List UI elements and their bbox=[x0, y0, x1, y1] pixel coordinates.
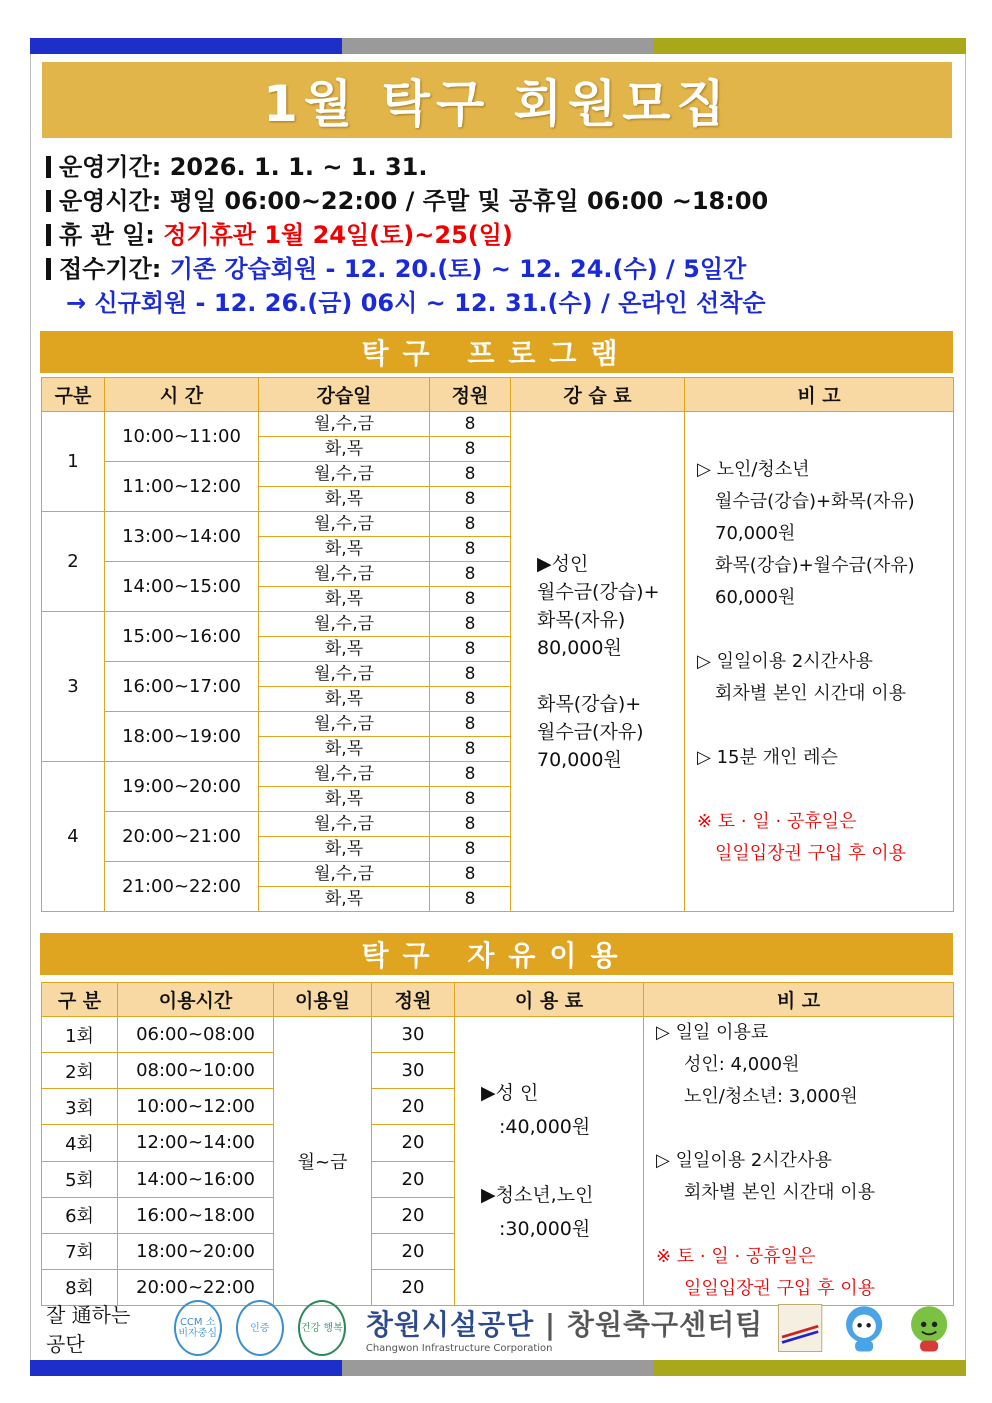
program-note-line: 일일입장권 구입 후 이용 bbox=[715, 842, 907, 864]
free-fee-line: :40,000원 bbox=[499, 1116, 591, 1138]
program-capacity: 8 bbox=[430, 737, 511, 762]
free-session: 6회 bbox=[42, 1197, 118, 1233]
program-fee-line: 화목(강습)+ bbox=[537, 692, 642, 715]
program-day: 월,수,금 bbox=[259, 612, 430, 637]
free-fee-line bbox=[481, 1144, 643, 1178]
corp-english-name: Changwon Infrastructure Corporation bbox=[365, 1342, 553, 1354]
program-time: 16:00~17:00 bbox=[105, 662, 259, 712]
free-time: 14:00~16:00 bbox=[118, 1161, 274, 1197]
free-days: 월~금 bbox=[274, 1017, 372, 1306]
program-group-id: 4 bbox=[42, 762, 105, 912]
program-capacity: 8 bbox=[430, 537, 511, 562]
program-day: 화,목 bbox=[259, 487, 430, 512]
program-capacity: 8 bbox=[430, 512, 511, 537]
hours-label: 운영시간: bbox=[59, 187, 162, 215]
period-value: 2026. 1. 1. ~ 1. 31. bbox=[169, 153, 428, 181]
program-col-header: 시 간 bbox=[105, 378, 259, 412]
free-session: 1회 bbox=[42, 1017, 118, 1053]
free-note-line: 노인/청소년: 3,000원 bbox=[684, 1086, 858, 1107]
service-cert-icon bbox=[773, 1298, 827, 1358]
program-note-line: 60,000원 bbox=[715, 586, 796, 608]
program-day: 월,수,금 bbox=[259, 462, 430, 487]
free-time: 06:00~08:00 bbox=[118, 1017, 274, 1053]
program-day: 화,목 bbox=[259, 887, 430, 912]
info-hours bbox=[46, 184, 946, 218]
program-table bbox=[41, 377, 954, 912]
program-note-line: ※ 토 · 일 · 공휴일은 bbox=[697, 810, 857, 832]
program-capacity: 8 bbox=[430, 787, 511, 812]
program-day: 화,목 bbox=[259, 437, 430, 462]
program-note-line: ▷ 일일이용 2시간사용 bbox=[697, 650, 873, 672]
free-notes bbox=[644, 1017, 954, 1306]
program-time: 14:00~15:00 bbox=[105, 562, 259, 612]
title-banner bbox=[42, 62, 952, 138]
program-heading-text: 탁구 프로그램 bbox=[361, 337, 632, 370]
program-note-line: ▷ 노인/청소년 bbox=[697, 458, 810, 480]
top-color-bar bbox=[30, 38, 966, 54]
program-capacity: 8 bbox=[430, 662, 511, 687]
free-capacity: 20 bbox=[372, 1161, 455, 1197]
free-capacity: 20 bbox=[372, 1233, 455, 1269]
program-note-line: 70,000원 bbox=[715, 522, 796, 544]
program-group-id: 2 bbox=[42, 512, 105, 612]
free-fee-line: ▶청소년,노인 bbox=[481, 1184, 594, 1206]
program-col-header: 구분 bbox=[42, 378, 105, 412]
free-note-line: ▷ 일일이용 2시간사용 bbox=[656, 1150, 832, 1171]
free-note-line: ※ 토 · 일 · 공휴일은 bbox=[656, 1246, 816, 1267]
program-fee-line bbox=[537, 662, 684, 690]
health-logo-icon: 건강 행복 bbox=[298, 1300, 346, 1356]
free-time: 10:00~12:00 bbox=[118, 1089, 274, 1125]
program-note-line: ▷ 15분 개인 레슨 bbox=[697, 746, 838, 768]
program-fee-line: ▶성인 bbox=[537, 552, 589, 575]
program-row bbox=[42, 412, 954, 437]
program-day: 월,수,금 bbox=[259, 862, 430, 887]
program-day: 화,목 bbox=[259, 787, 430, 812]
program-col-header: 정원 bbox=[430, 378, 511, 412]
free-col-header: 정원 bbox=[372, 983, 455, 1017]
free-fee-line: ▶성 인 bbox=[481, 1082, 539, 1104]
corp-separator: | bbox=[544, 1307, 557, 1341]
free-session: 5회 bbox=[42, 1161, 118, 1197]
info-closed bbox=[46, 218, 946, 252]
slogan: 잘 通하는 공단 bbox=[46, 1303, 131, 1356]
program-time: 13:00~14:00 bbox=[105, 512, 259, 562]
program-fee-line: 70,000원 bbox=[537, 748, 622, 771]
free-note-line bbox=[656, 1113, 953, 1145]
free-note-line: 회차별 본인 시간대 이용 bbox=[684, 1182, 876, 1203]
free-fee-line: :30,000원 bbox=[499, 1218, 591, 1240]
free-note-line bbox=[656, 1209, 953, 1241]
free-time: 18:00~20:00 bbox=[118, 1233, 274, 1269]
free-col-header: 이 용 료 bbox=[455, 983, 644, 1017]
program-note-line: 월수금(강습)+화목(자유) bbox=[715, 490, 915, 512]
free-session: 8회 bbox=[42, 1269, 118, 1305]
program-time: 21:00~22:00 bbox=[105, 862, 259, 912]
program-day: 화,목 bbox=[259, 687, 430, 712]
program-fee-line: 화목(자유) bbox=[537, 608, 626, 631]
closed-value: 정기휴관 1월 24일(토)~25(일) bbox=[163, 221, 513, 249]
program-capacity: 8 bbox=[430, 812, 511, 837]
program-day: 월,수,금 bbox=[259, 812, 430, 837]
program-day: 월,수,금 bbox=[259, 712, 430, 737]
free-col-header: 구 분 bbox=[42, 983, 118, 1017]
free-heading bbox=[40, 933, 953, 975]
footer bbox=[46, 1298, 956, 1358]
info-section bbox=[46, 150, 946, 320]
program-note-line: 화목(강습)+월수금(자유) bbox=[715, 554, 915, 576]
program-day: 화,목 bbox=[259, 737, 430, 762]
program-col-header: 강습일 bbox=[259, 378, 430, 412]
free-capacity: 30 bbox=[372, 1017, 455, 1053]
program-col-header: 강 습 료 bbox=[511, 378, 685, 412]
free-capacity: 20 bbox=[372, 1197, 455, 1233]
program-capacity: 8 bbox=[430, 687, 511, 712]
free-fee bbox=[455, 1017, 644, 1306]
hours-value: 평일 06:00~22:00 / 주말 및 공휴일 06:00 ~18:00 bbox=[169, 187, 769, 215]
program-fee-line: 월수금(강습)+ bbox=[537, 580, 660, 603]
program-capacity: 8 bbox=[430, 487, 511, 512]
green-mascot-icon bbox=[902, 1298, 956, 1358]
program-capacity: 8 bbox=[430, 887, 511, 912]
free-col-header: 이용일 bbox=[274, 983, 372, 1017]
free-capacity: 20 bbox=[372, 1089, 455, 1125]
free-time: 20:00~22:00 bbox=[118, 1269, 274, 1305]
program-fee bbox=[511, 412, 685, 912]
free-capacity: 20 bbox=[372, 1269, 455, 1305]
program-time: 18:00~19:00 bbox=[105, 712, 259, 762]
blue-mascot-icon bbox=[837, 1298, 891, 1358]
info-period bbox=[46, 150, 946, 184]
program-fee-line: 80,000원 bbox=[537, 636, 622, 659]
program-day: 화,목 bbox=[259, 837, 430, 862]
program-heading bbox=[40, 331, 953, 373]
page-title: 1월 탁구 회원모집 bbox=[263, 75, 731, 133]
program-capacity: 8 bbox=[430, 587, 511, 612]
free-note-line: 일일입장권 구입 후 이용 bbox=[684, 1278, 876, 1299]
program-day: 화,목 bbox=[259, 637, 430, 662]
free-capacity: 20 bbox=[372, 1125, 455, 1161]
program-col-header: 비 고 bbox=[685, 378, 954, 412]
closed-label: 휴 관 일: bbox=[59, 221, 155, 249]
period-label: 운영기간: bbox=[59, 153, 162, 181]
program-capacity: 8 bbox=[430, 862, 511, 887]
program-day: 월,수,금 bbox=[259, 412, 430, 437]
free-note-line: ▷ 일일 이용료 bbox=[656, 1022, 769, 1043]
free-session: 4회 bbox=[42, 1125, 118, 1161]
free-session: 7회 bbox=[42, 1233, 118, 1269]
program-day: 화,목 bbox=[259, 587, 430, 612]
program-note-line bbox=[697, 614, 953, 646]
free-session: 2회 bbox=[42, 1053, 118, 1089]
program-capacity: 8 bbox=[430, 412, 511, 437]
corp-logo bbox=[366, 1303, 763, 1354]
program-day: 월,수,금 bbox=[259, 762, 430, 787]
program-capacity: 8 bbox=[430, 712, 511, 737]
info-new-member: → 신규회원 - 12. 26.(금) 06시 ~ 12. 31.(수) / 온라인 선착순 bbox=[66, 289, 766, 317]
free-time: 08:00~10:00 bbox=[118, 1053, 274, 1089]
program-capacity: 8 bbox=[430, 462, 511, 487]
corp-team: 창원축구센터팀 bbox=[566, 1307, 764, 1341]
corp-name: 창원시설공단 bbox=[365, 1307, 535, 1341]
program-time: 11:00~12:00 bbox=[105, 462, 259, 512]
program-capacity: 8 bbox=[430, 562, 511, 587]
bottom-color-bar bbox=[30, 1360, 966, 1376]
free-time: 16:00~18:00 bbox=[118, 1197, 274, 1233]
program-capacity: 8 bbox=[430, 637, 511, 662]
program-notes bbox=[685, 412, 954, 912]
program-time: 10:00~11:00 bbox=[105, 412, 259, 462]
program-capacity: 8 bbox=[430, 437, 511, 462]
program-capacity: 8 bbox=[430, 612, 511, 637]
program-time: 19:00~20:00 bbox=[105, 762, 259, 812]
program-day: 월,수,금 bbox=[259, 662, 430, 687]
free-col-header: 이용시간 bbox=[118, 983, 274, 1017]
free-time: 12:00~14:00 bbox=[118, 1125, 274, 1161]
free-col-header: 비 고 bbox=[644, 983, 954, 1017]
info-registration bbox=[46, 252, 946, 286]
program-capacity: 8 bbox=[430, 837, 511, 862]
program-time: 20:00~21:00 bbox=[105, 812, 259, 862]
ccm-badge-icon: CCM 소비자중심 bbox=[174, 1300, 222, 1356]
free-row bbox=[42, 1017, 954, 1053]
reg-label: 접수기간: bbox=[59, 255, 162, 283]
program-day: 월,수,금 bbox=[259, 562, 430, 587]
free-capacity: 30 bbox=[372, 1053, 455, 1089]
reg-value: 기존 강습회원 - 12. 20.(토) ~ 12. 24.(수) / 5일간 bbox=[169, 255, 747, 283]
free-use-table bbox=[41, 982, 954, 1306]
program-note-line bbox=[697, 774, 953, 806]
program-time: 15:00~16:00 bbox=[105, 612, 259, 662]
program-note-line bbox=[697, 710, 953, 742]
free-note-line: 성인: 4,000원 bbox=[684, 1054, 800, 1075]
program-fee-line: 월수금(자유) bbox=[537, 720, 644, 743]
program-note-line: 회차별 본인 시간대 이용 bbox=[715, 682, 907, 704]
program-group-id: 1 bbox=[42, 412, 105, 512]
program-capacity: 8 bbox=[430, 762, 511, 787]
program-day: 화,목 bbox=[259, 537, 430, 562]
free-heading-text: 탁구 자유이용 bbox=[361, 939, 632, 972]
program-group-id: 3 bbox=[42, 612, 105, 762]
program-day: 월,수,금 bbox=[259, 512, 430, 537]
free-session: 3회 bbox=[42, 1089, 118, 1125]
cert-badge-icon: 인증 bbox=[236, 1300, 284, 1356]
